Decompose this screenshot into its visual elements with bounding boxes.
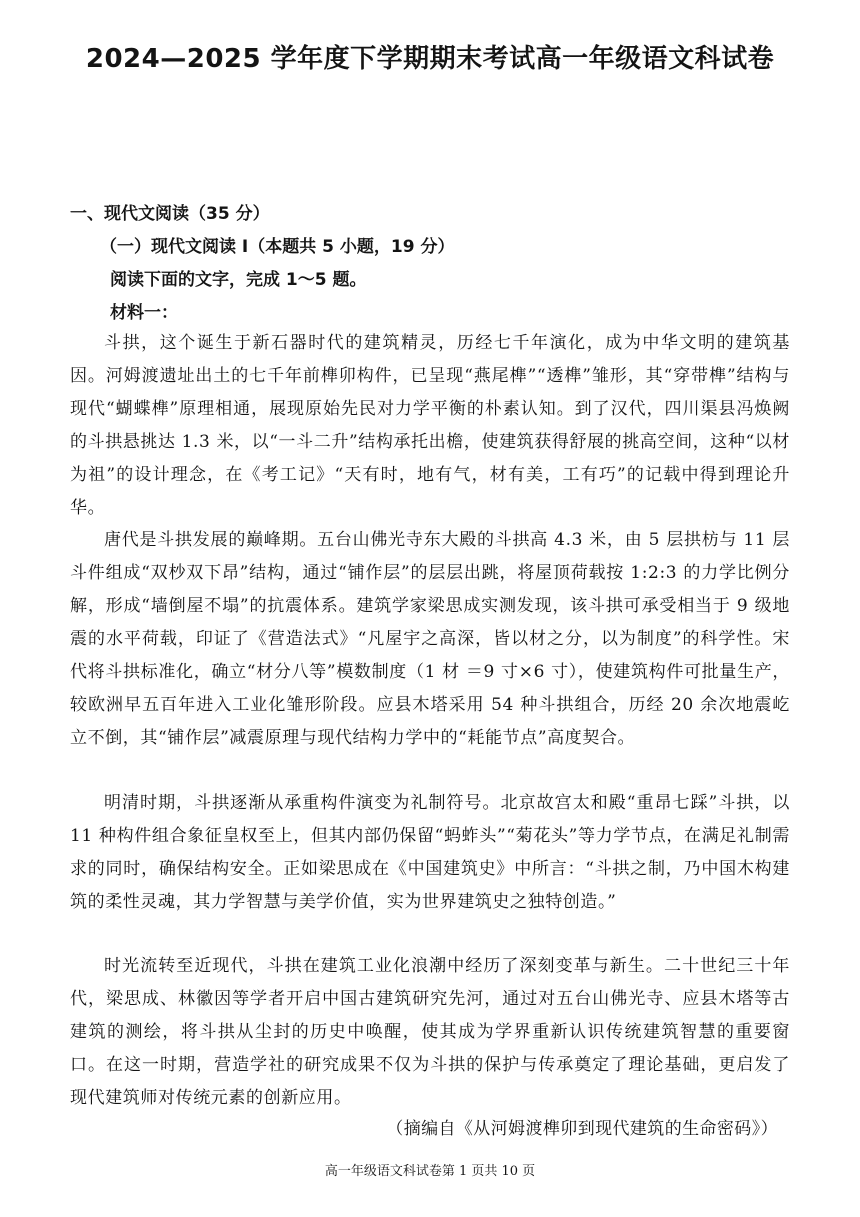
source-note: （摘编自《从河姆渡榫卯到现代建筑的生命密码》） (386, 1119, 778, 1139)
exam-title: 2024—2025 学年度下学期期末考试高一年级语文科试卷 (85, 44, 775, 74)
material-label: 材料一： (110, 303, 178, 323)
section-heading: 一、现代文阅读（35 分） (70, 204, 270, 224)
paragraph-3: 明清时期，斗拱逐渐从承重构件演变为礼制符号。北京故宫太和殿“重昂七踩”斗拱，以 11 种构件组合象征皇权至上，但其内部仍保留“蚂蚱头”“菊花头”等力学节点，在满足礼制需求的同时，确保结构安全。正如梁思成在《中国建筑史》中所言：“斗拱之制，乃中国木构建筑的柔性灵魂，其力学智慧与美学价值，实为世界建筑史之独特创造。” (70, 793, 790, 912)
paragraph-2: 唐代是斗拱发展的巅峰期。五台山佛光寺东大殿的斗拱高 4.3 米，由 5 层拱枋与 11 层斗件组成“双杪双下昂”结构，通过“铺作层”的层层出跳，将屋顶荷载按 1:2:3 的力学比例分解，形成“墙倒屋不塌”的抗震体系。建筑学家梁思成实测发现，该斗拱可承受相当于 9 级地震的水平荷载，印证了《营造法式》“凡屋宇之高深，皆以材之分，以为制度”的科学性。宋代将斗拱标准化，确立“材分八等”模数制度（1 材 ＝9 寸×6 寸），使建筑构件可批量生产，较欧洲早五百年进入工业化雏形阶段。应县木塔采用 54 种斗拱组合，历经 20 余次地震屹立不倒，其“铺作层”减震原理与现代结构力学中的“耗能节点”高度契合。 (70, 530, 790, 748)
subsection-heading: （一）现代文阅读 I（本题共 5 小题，19 分） (100, 237, 455, 257)
paragraph-4: 时光流转至近现代，斗拱在建筑工业化浪潮中经历了深刻变革与新生。二十世纪三十年代，梁思成、林徽因等学者开启中国古建筑研究先河，通过对五台山佛光寺、应县木塔等古建筑的测绘，将斗拱从尘封的历史中唤醒，使其成为学界重新认识传统建筑智慧的重要窗口。在这一时期，营造学社的研究成果不仅为斗拱的保护与传承奠定了理论基础，更启发了现代建筑师对传统元素的创新应用。 (70, 956, 790, 1108)
page-footer: 高一年级语文科试卷第 1 页共 10 页 (324, 1164, 536, 1179)
paragraph-1: 斗拱，这个诞生于新石器时代的建筑精灵，历经七千年演化，成为中华文明的建筑基因。河姆渡遗址出土的七千年前榫卯构件，已呈现“燕尾榫”“透榫”雏形，其“穿带榫”结构与现代“蝴蝶榫”原理相通，展现原始先民对力学平衡的朴素认知。到了汉代，四川渠县冯焕阙的斗拱悬挑达 1.3 米，以“一斗二升”结构承托出檐，使建筑获得舒展的挑高空间，这种“以材为祖”的设计理念，在《考工记》“天有时，地有气，材有美，工有巧”的记载中得到理论升华。 (70, 333, 790, 518)
reading-instruction: 阅读下面的文字，完成 1～5 题。 (110, 270, 367, 290)
